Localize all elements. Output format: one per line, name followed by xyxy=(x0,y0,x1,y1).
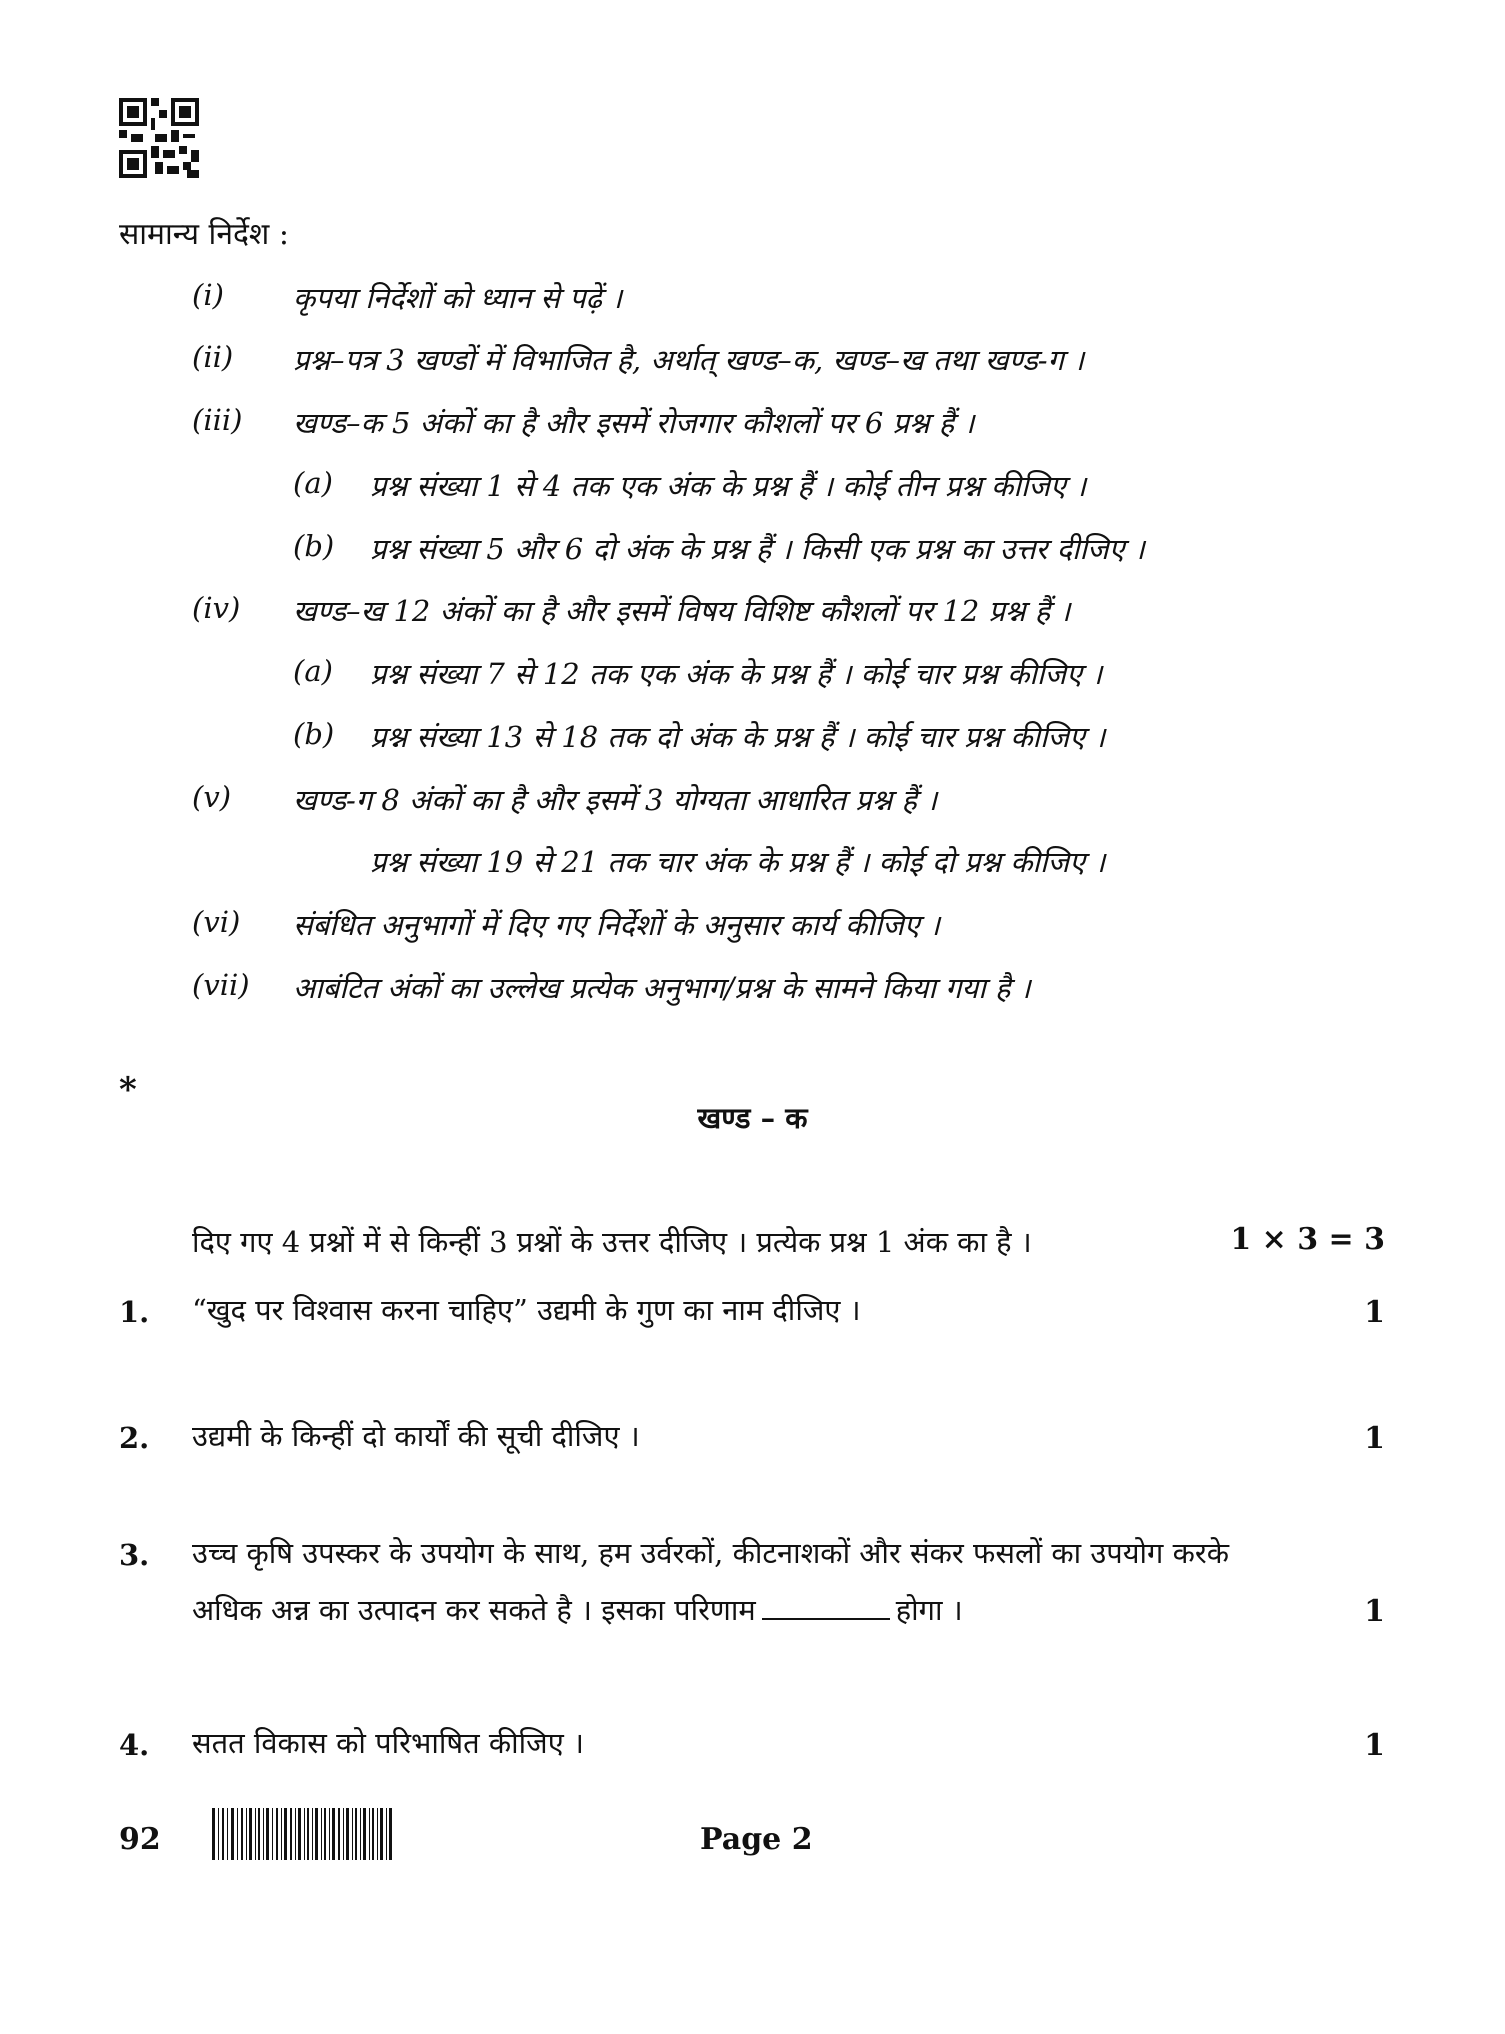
instruction-number: (vi) xyxy=(192,905,241,939)
page-number: Page 2 xyxy=(700,1822,813,1857)
instruction-number: (a) xyxy=(293,466,333,500)
question-number: 1. xyxy=(119,1295,150,1329)
question-text: सतत विकास को परिभाषित कीजिए । xyxy=(192,1726,584,1760)
barcode-icon xyxy=(212,1808,392,1860)
instruction-number: (v) xyxy=(192,780,232,814)
instruction-text: प्रश्न संख्या 13 से 18 तक दो अंक के प्रश्न हैं । कोई चार प्रश्न कीजिए । xyxy=(370,720,1106,754)
section-intro-marks: 1 × 3 = 3 xyxy=(1230,1222,1385,1257)
question-number: 2. xyxy=(119,1421,150,1455)
instruction-text: खण्ड-ग 8 अंकों का है और इसमें 3 योग्यता आधारित प्रश्न हैं । xyxy=(293,783,938,817)
instruction-number: (i) xyxy=(192,278,224,312)
instruction-number: (vii) xyxy=(192,968,250,1002)
question-text: उद्यमी के किन्हीं दो कार्यों की सूची दीजिए । xyxy=(192,1419,640,1453)
general-instructions-heading: सामान्य निर्देश : xyxy=(119,217,289,252)
star-marker: * xyxy=(119,1070,137,1110)
instruction-text: संबंधित अनुभागों में दिए गए निर्देशों के अनुसार कार्य कीजिए । xyxy=(293,908,941,942)
instruction-text: कृपया निर्देशों को ध्यान से पढ़ें । xyxy=(293,281,623,315)
instruction-number: (ii) xyxy=(192,340,234,374)
paper-code: 92 xyxy=(119,1822,161,1857)
section-intro: दिए गए 4 प्रश्नों में से किन्हीं 3 प्रश्नों के उत्तर दीजिए । प्रत्येक प्रश्न 1 अंक का है । xyxy=(192,1225,1032,1259)
fill-in-blank xyxy=(762,1594,890,1620)
section-title: खण्ड – क xyxy=(697,1101,808,1135)
question-number: 4. xyxy=(119,1728,150,1762)
instruction-text: खण्ड–ख 12 अंकों का है और इसमें विषय विशिष्ट कौशलों पर 12 प्रश्न हैं । xyxy=(293,594,1071,628)
instruction-text: प्रश्न संख्या 19 से 21 तक चार अंक के प्रश्न हैं । कोई दो प्रश्न कीजिए । xyxy=(370,845,1106,879)
instruction-number: (iii) xyxy=(192,403,243,437)
question-marks: 1 xyxy=(1364,1594,1385,1629)
qr-code-icon xyxy=(119,98,199,178)
question-marks: 1 xyxy=(1364,1295,1385,1330)
instruction-text: प्रश्न–पत्र 3 खण्डों में विभाजित है, अर्थात् खण्ड–क, खण्ड–ख तथा खण्ड-ग । xyxy=(293,343,1085,377)
instruction-text: आबंटित अंकों का उल्लेख प्रत्येक अनुभाग/प्रश्न के सामने किया गया है । xyxy=(293,971,1031,1005)
instruction-number: (a) xyxy=(293,654,333,688)
question-text-before-blank: अधिक अन्न का उत्पादन कर सकते है । इसका परिणाम xyxy=(192,1593,756,1627)
instruction-number: (b) xyxy=(293,529,335,563)
instruction-text: प्रश्न संख्या 5 और 6 दो अंक के प्रश्न हैं । किसी एक प्रश्न का उत्तर दीजिए । xyxy=(370,532,1145,566)
question-text-line-1: उच्च कृषि उपस्कर के उपयोग के साथ, हम उर्वरकों, कीटनाशकों और संकर फसलों का उपयोग करके xyxy=(192,1536,1230,1570)
instruction-number: (iv) xyxy=(192,591,241,625)
question-marks: 1 xyxy=(1364,1728,1385,1763)
question-marks: 1 xyxy=(1364,1421,1385,1456)
instruction-number: (b) xyxy=(293,717,335,751)
instruction-text: प्रश्न संख्या 7 से 12 तक एक अंक के प्रश्न हैं । कोई चार प्रश्न कीजिए । xyxy=(370,657,1103,691)
question-text-after-blank: होगा । xyxy=(895,1593,963,1627)
instruction-text: खण्ड–क 5 अंकों का है और इसमें रोजगार कौशलों पर 6 प्रश्न हैं । xyxy=(293,406,975,440)
question-text-line-2 xyxy=(192,1581,963,1639)
question-number: 3. xyxy=(119,1538,150,1572)
question-text: “खुद पर विश्वास करना चाहिए” उद्यमी के गुण का नाम दीजिए । xyxy=(192,1293,861,1327)
instruction-text: प्रश्न संख्या 1 से 4 तक एक अंक के प्रश्न हैं । कोई तीन प्रश्न कीजिए । xyxy=(370,469,1087,503)
